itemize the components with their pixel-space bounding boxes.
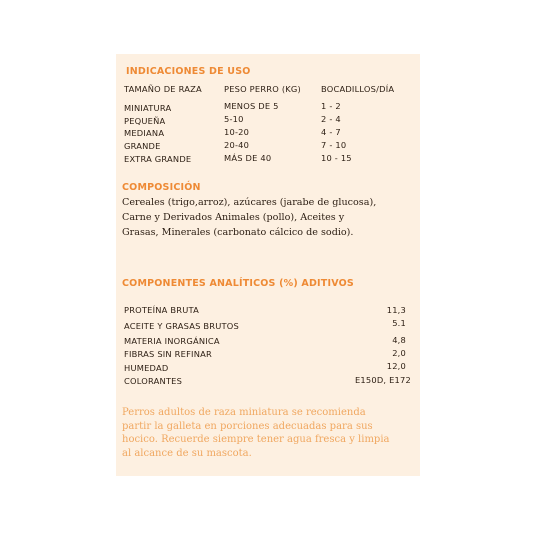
col-header-treats-per-day: BOCADILLOS/DÍA <box>321 84 395 94</box>
component-value: 2,0 <box>392 348 406 358</box>
analytical-components-title: COMPONENTES ANALÍTICOS (%) ADITIVOS <box>122 278 354 289</box>
composition-line: Cereales (trigo,arroz), azúcares (jarabe de glucosa), <box>122 197 377 208</box>
table-cell: MINIATURA <box>124 103 172 113</box>
component-name: ACEITE Y GRASAS BRUTOS <box>124 321 239 331</box>
table-cell: 2 - 4 <box>321 114 341 124</box>
feeding-note <box>122 406 422 460</box>
component-name: FIBRAS SIN REFINAR <box>124 349 212 359</box>
component-name: MATERIA INORGÁNICA <box>124 336 220 346</box>
table-cell: 4 - 7 <box>321 127 341 137</box>
note-line: partir la galleta en porciones adecuadas para sus <box>122 420 373 432</box>
table-cell: GRANDE <box>124 141 161 151</box>
component-value: 12,0 <box>386 361 406 371</box>
table-cell: MÁS DE 40 <box>224 153 272 163</box>
component-name: HUMEDAD <box>124 363 169 373</box>
table-cell: 7 - 10 <box>321 140 347 150</box>
note-line: al alcance de su mascota. <box>122 447 252 459</box>
table-cell: 10-20 <box>224 127 250 137</box>
component-name: COLORANTES <box>124 376 183 386</box>
table-cell: EXTRA GRANDE <box>124 154 192 164</box>
table-cell: 5-10 <box>224 114 244 124</box>
composition-line: Grasas, Minerales (carbonato cálcico de sodio). <box>122 227 354 238</box>
component-name: PROTEÍNA BRUTA <box>124 305 200 315</box>
composition-title: COMPOSICIÓN <box>122 182 201 193</box>
component-value: 11,3 <box>386 305 406 315</box>
table-cell: MEDIANA <box>124 128 165 138</box>
table-cell: 20-40 <box>224 140 250 150</box>
col-header-dog-weight: PESO PERRO (KG) <box>224 84 301 94</box>
table-cell: 1 - 2 <box>321 101 341 111</box>
component-value: 5.1 <box>392 318 406 328</box>
usage-title: INDICACIONES DE USO <box>126 66 251 77</box>
component-value: E150D, E172 <box>354 375 411 385</box>
composition-line: Carne y Derivados Animales (pollo), Aceites y <box>122 212 345 223</box>
component-value: 4,8 <box>392 335 406 345</box>
note-line: Perros adultos de raza miniatura se recomienda <box>122 407 366 418</box>
col-header-breed-size: TAMAÑO DE RAZA <box>124 84 202 94</box>
composition-text <box>122 195 412 240</box>
table-cell: PEQUEÑA <box>124 116 166 126</box>
note-line: hocico. Recuerde siempre tener agua fresca y limpia <box>122 434 390 445</box>
table-cell: MENOS DE 5 <box>224 101 279 111</box>
table-cell: 10 - 15 <box>321 153 352 163</box>
